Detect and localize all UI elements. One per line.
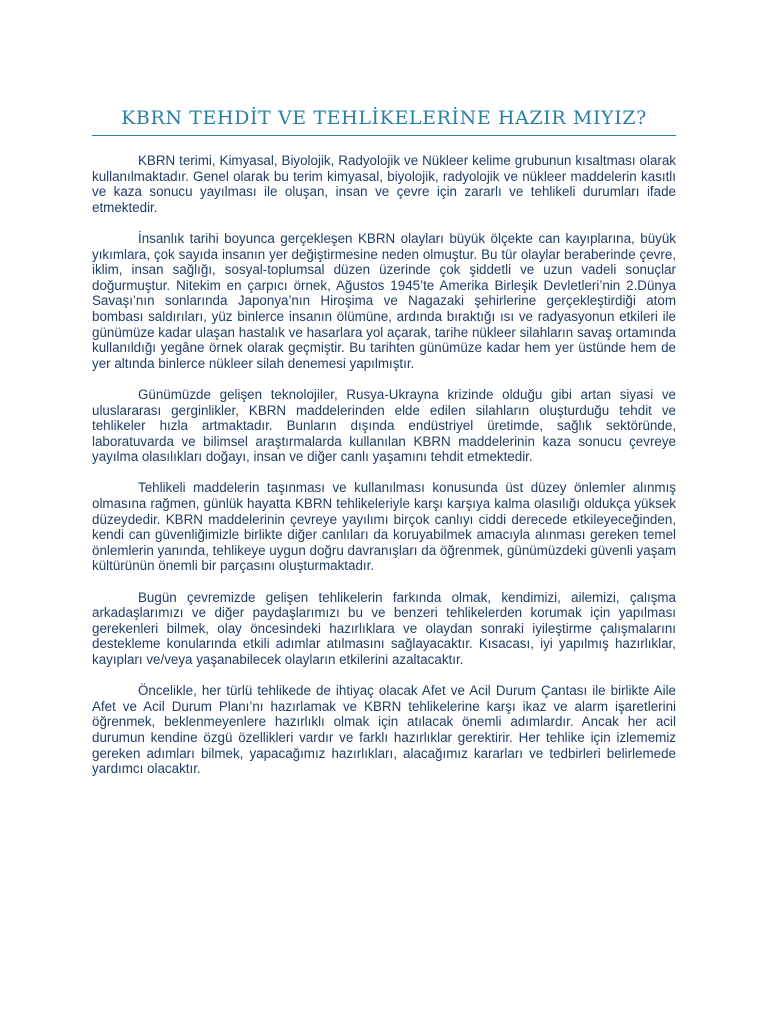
document-body [92, 153, 676, 792]
paragraph: KBRN terimi, Kimyasal, Biyolojik, Radyolojik ve Nükleer kelime grubunun kısaltması olarak kullanılmaktadır. Genel olarak bu terim kimyasal, biyolojik, radyolojik ve nükleer maddelerin kasıtlı ve kaza sonucu yayılması ile oluşan, insan ve çevre için zararlı ve tehlikeli durumları ifade etmektedir. [92, 153, 676, 215]
paragraph: Günümüzde gelişen teknolojiler, Rusya-Ukrayna krizinde olduğu gibi artan siyasi ve uluslararası gerginlikler, KBRN maddelerinden elde edilen silahların oluşturduğu tehdit ve tehlikeler hızla artmaktadır. Bunların dışında endüstriyel üretimde, sağlık sektöründe, laboratuvarda ve bilimsel araştırmalarda kullanılan KBRN maddelerinin kaza sonucu çevreye yayılma olasılıkları doğayı, insan ve diğer canlı yaşamını tehdit etmektedir. [92, 386, 676, 465]
paragraph: Bugün çevremizde gelişen tehlikelerin farkında olmak, kendimizi, ailemizi, çalışma arkadaşlarımızı ve diğer paydaşlarımızı bu ve benzeri tehlikelerden korumak için yapılması gerekenleri bilmek, olay öncesindeki hazırlıklara ve olaydan sonraki iyileştirme çalışmalarını destekleme konularında etkili adımlar atılmasını sağlayacaktır. Kısacası, iyi yapılmış hazırlıklar, kayıpları ve/veya yaşanabilecek olayların etkilerini azaltacaktır. [92, 589, 676, 667]
paragraph: Öncelikle, her türlü tehlikede de ihtiyaç olacak Afet ve Acil Durum Çantası ile birlikte Aile Afet ve Acil Durum Planı’nı hazırlamak ve KBRN tehlikelerine karşı ikaz ve alarm işaretlerini öğrenmek, beklenmeyenlere hazırlıklı olmak için atılacak önemli adımlardır. Ancak her acil durumun kendine özgü özellikleri vardır ve farklı hazırlıklar gerektirir. Her tehlike için izlememiz gereken adımları bilmek, yapacağımız hazırlıkları, alacağımız kararları ve tedbirleri belirlemede yardımcı olacaktır. [92, 683, 676, 777]
paragraph: İnsanlık tarihi boyunca gerçekleşen KBRN olayları büyük ölçekte can kayıplarına, büyük yıkımlara, çok sayıda insanın yer değiştirmesine neden olmuştur. Bu tür olaylar beraberinde çevre, iklim, insan sağlığı, sosyal-toplumsal düzen üzerinde çok şiddetli ve uzun vadeli sonuçlar doğurmuştur. Nitekim en çarpıcı örnek, Ağustos 1945’te Amerika Birleşik Devletleri’nin 2.Dünya Savaşı’nın sonlarında Japonya’nın Hiroşima ve Nagazaki şehirlerine gerçekleştirdiği atom bombası saldırıları, yüz binlerce insanın ölümüne, ardında bıraktığı ısı ve radyasyonun etkileri ile günümüze kadar ulaşan hastalık ve hasarlara yol açarak, tarihe nükleer silahların savaş ortamında kullanıldığı yegâne örnek olarak geçmiştir. Bu tarihten günümüze kadar hem yer üstünde hem de yer altında binlerce nükleer silah denemesi yapılmıştır. [92, 230, 676, 371]
title-divider [92, 135, 676, 136]
page-title: KBRN TEHDİT VE TEHLİKELERİNE HAZIR MIYIZ? [121, 107, 647, 129]
paragraph: Tehlikeli maddelerin taşınması ve kullanılması konusunda üst düzey önlemler alınmış olmasına rağmen, günlük hayatta KBRN tehlikeleriyle karşı karşıya kalma olasılığı oldukça yüksek düzeydedir. KBRN maddelerinin çevreye yayılımı birçok canlıyı ciddi derecede etkileyeceğinden, kendi can güvenliğimizle birlikte diğer canlıları da koruyabilmek amacıyla alınması gereken temel önlemlerin yanında, tehlikeye uygun doğru davranışları da öğrenmek, günümüzdeki güvenli yaşam kültürünün önemli bir parçasını oluşturmaktadır. [92, 480, 676, 574]
